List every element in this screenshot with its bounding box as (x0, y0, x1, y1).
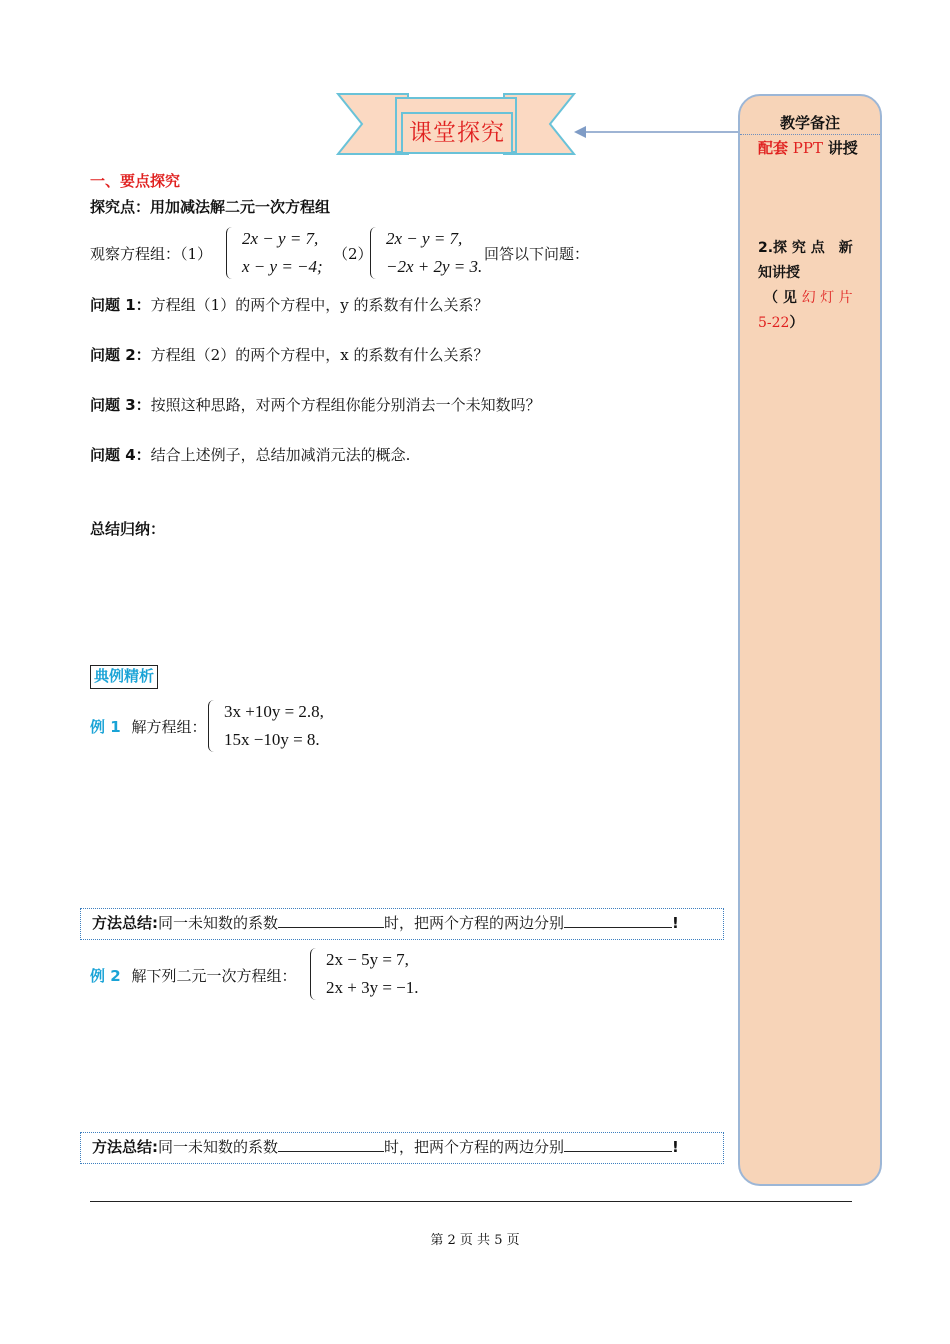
method-summary-box (80, 1132, 724, 1164)
equation-line: 2x − y = 7, (386, 229, 463, 248)
ppt-note (758, 137, 858, 158)
note-item-range (758, 312, 803, 332)
fill-blank[interactable] (278, 910, 384, 928)
example-1 (90, 716, 206, 737)
question-label: 问题 4： (90, 446, 151, 464)
question-text: 方程组（1）的两个方程中，y 的系数有什么关系？ (150, 296, 489, 314)
question-3 (90, 394, 541, 415)
equation-line: 2x − 5y = 7, (326, 950, 409, 969)
note-item-ref (764, 287, 853, 307)
observe-label-2: （2） (333, 245, 373, 263)
method-summary-part2: 时，把两个方程的两边分别 (384, 914, 565, 932)
footer-rule (90, 1201, 852, 1202)
observe-label: 观察方程组：（1） (90, 245, 213, 263)
question-label: 问题 3： (90, 396, 151, 414)
example-label: 例 1 (90, 718, 121, 736)
question-text: 结合上述例子，总结加减消元法的概念. (150, 446, 411, 464)
question-text: 按照这种思路，对两个方程组你能分别消去一个未知数吗？ (150, 396, 541, 414)
equation-line: x − y = −4; (242, 257, 323, 276)
banner-title: 课堂探究 (401, 112, 513, 154)
question-1 (90, 294, 488, 315)
arrow-left-icon (574, 124, 742, 140)
topic-heading: 探究点：用加减法解二元一次方程组 (90, 198, 331, 216)
question-4 (90, 444, 410, 465)
fill-blank[interactable] (564, 1134, 672, 1152)
equation-system-1 (236, 225, 323, 281)
example-text: 解下列二元一次方程组： (131, 967, 297, 985)
example-2 (90, 965, 296, 986)
slide-ref: 幻 灯 片 (801, 290, 853, 306)
divider (740, 134, 880, 135)
method-summary-box (80, 908, 724, 940)
observe-tail: 回答以下问题： (484, 245, 590, 263)
equation-line: 15x −10y = 8. (224, 730, 320, 749)
fill-blank[interactable] (278, 1134, 384, 1152)
example-2-system (320, 946, 419, 1002)
question-label: 问题 2： (90, 346, 151, 364)
method-summary-part1: 同一未知数的系数 (158, 914, 279, 932)
left-brace (226, 227, 235, 279)
left-brace (370, 227, 379, 279)
question-label: 问题 1： (90, 296, 151, 314)
method-summary-part2: 时，把两个方程的两边分别 (384, 1138, 565, 1156)
paren-close: ） (789, 315, 804, 331)
ppt-word: PPT (792, 139, 823, 157)
equation-line: 2x − y = 7, (242, 229, 319, 248)
equation-system-2 (380, 225, 482, 281)
equation-line: 2x + 3y = −1. (326, 978, 419, 997)
section-heading: 一、要点探究 (90, 172, 181, 190)
fill-blank[interactable] (564, 910, 672, 928)
ppt-prefix: 配套 (758, 139, 789, 157)
question-text: 方程组（2）的两个方程中，x 的系数有什么关系？ (150, 346, 489, 364)
method-summary-label: 方法总结: (92, 914, 158, 932)
notes-heading: 教学备注 (779, 114, 840, 132)
question-2 (90, 344, 488, 365)
method-summary-label: 方法总结: (92, 1138, 158, 1156)
note-item-line2: 知讲授 (758, 265, 800, 281)
teaching-notes-panel (738, 94, 882, 1186)
method-summary-end: ! (672, 914, 679, 932)
example-section-tag: 典例精析 (90, 665, 158, 689)
example-1-system (218, 698, 324, 754)
equation-line: 3x +10y = 2.8, (224, 702, 324, 721)
example-label: 例 2 (90, 967, 121, 985)
method-summary-part1: 同一未知数的系数 (158, 1138, 279, 1156)
equation-line: −2x + 2y = 3. (386, 257, 483, 276)
example-text: 解方程组： (131, 718, 207, 736)
summary-label: 总结归纳： (90, 520, 166, 538)
left-brace (310, 948, 319, 1000)
method-summary-end: ! (672, 1138, 679, 1156)
paren-open: （ 见 (764, 290, 802, 306)
slide-range: 5-22 (758, 315, 790, 331)
page-number: 第 2 页 共 5 页 (430, 1233, 520, 1248)
left-brace (208, 700, 217, 752)
note-item-line1: 2.探 究 点 新 (758, 240, 853, 256)
ppt-suffix: 讲授 (827, 139, 858, 157)
